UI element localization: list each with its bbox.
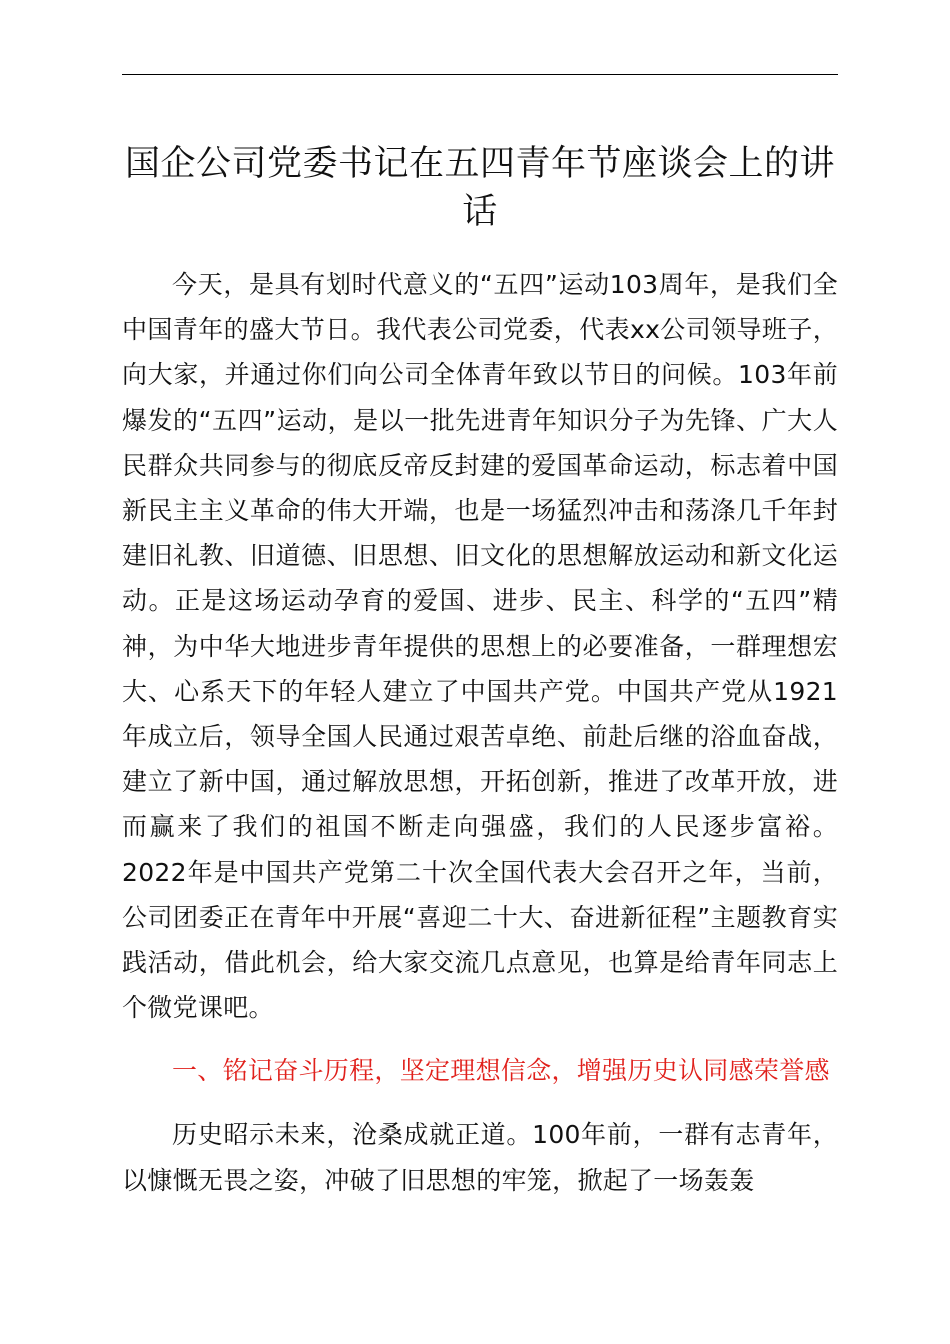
document-title: 国企公司党委书记在五四青年节座谈会上的讲话 [124,144,835,232]
intro-paragraph: 今天，是具有划时代意义的“五四”运动103周年，是我们全中国青年的盛大节日。我代表公司党委，代表xx公司领导班子，向大家，并通过你们向公司全体青年致以节日的问候。103年前爆发的“五四”运动，是以一批先进青年知识分子为先锋、广大人民群众共同参与的彻底反帝反封建的爱国革命运动，标志着中国新民主主义革命的伟大开端，也是一场猛烈冲击和荡涤几千年封建旧礼教、旧道德、旧思想、旧文化的思想解放运动和新文化运动。正是这场运动孕育的爱国、进步、民主、科学的“五四”精神，为中华大地进步青年提供的思想上的必要准备，一群理想宏大、心系天下的年轻人建立了中国共产党。中国共产党从1921年成立后，领导全国人民通过艰苦卓绝、前赴后继的浴血奋战，建立了新中国，通过解放思想，开拓创新，推进了改革开放，进而赢来了我们的祖国不断走向强盛，我们的人民逐步富裕。2022年是中国共产党第二十次全国代表大会召开之年，当前，公司团委正在青年中开展“喜迎二十大、奋进新征程”主题教育实践活动，借此机会，给大家交流几点意见，也算是给青年同志上个微党课吧。 [122,270,838,1023]
header-rule [122,74,838,75]
document-body [122,262,838,1203]
section-heading-1: 一、铭记奋斗历程，坚定理想信念，增强历史认同感荣誉感 [172,1056,830,1086]
section-1-paragraph: 历史昭示未来，沧桑成就正道。100年前，一群有志青年，以慷慨无畏之姿，冲破了旧思想的牢笼，掀起了一场轰轰 [122,1120,838,1195]
